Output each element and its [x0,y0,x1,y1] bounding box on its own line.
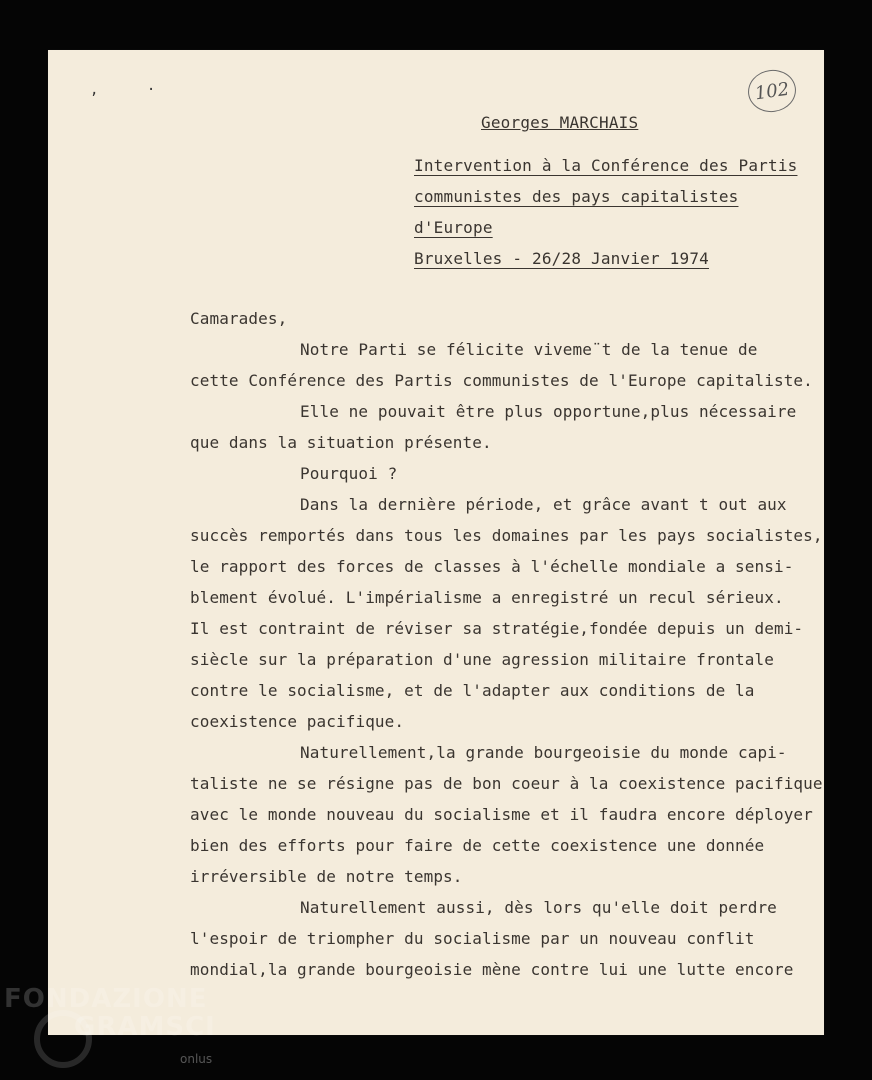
body-line: succès remportés dans tous les domaines par les pays socialistes, [190,526,823,545]
body-line: Dans la dernière période, et grâce avant t out aux [300,495,787,514]
document-body [190,303,823,985]
body-line: contre le socialisme, et de l'adapter aux conditions de la [190,681,755,700]
body-line: l'espoir de triompher du socialisme par un nouveau conflit [190,929,755,948]
body-line: irréversible de notre temps. [190,867,463,886]
watermark-line: GRAMSCI [74,1012,216,1042]
body-line: blement évolué. L'impérialisme a enregistré un recul sérieux. [190,588,784,607]
body-line: Il est contraint de réviser sa stratégie,fondée depuis un demi- [190,619,804,638]
body-line: avec le monde nouveau du socialisme et il faudra encore déployer [190,805,813,824]
body-line: cette Conférence des Partis communistes de l'Europe capitaliste. [190,371,813,390]
body-line: Camarades, [190,309,288,328]
body-line: coexistence pacifique. [190,712,405,731]
body-line: bien des efforts pour faire de cette coexistence une donnée [190,836,765,855]
subtitle-line: Bruxelles - 26/28 Janvier 1974 [414,249,709,268]
document-subtitle [414,150,797,274]
body-line: le rapport des forces de classes à l'échelle mondiale a sensi- [190,557,794,576]
page-marks: , · [90,82,176,98]
body-line: mondial,la grande bourgeoisie mène contre lui une lutte encore [190,960,794,979]
watermark-line: FONDAZIONE [4,984,208,1014]
body-line: Elle ne pouvait être plus opportune,plus nécessaire [300,402,797,421]
folio-number: 102 [745,67,798,115]
foundation-watermark [4,984,216,1066]
subtitle-line: communistes des pays capitalistes [414,187,739,206]
subtitle-line: d'Europe [414,218,493,237]
watermark-tag: onlus [180,1052,213,1066]
document-author: Georges MARCHAIS [481,113,639,132]
body-line: que dans la situation présente. [190,433,492,452]
body-line: Naturellement,la grande bourgeoisie du monde capi- [300,743,787,762]
body-line: Pourquoi ? [300,464,398,483]
body-line: taliste ne se résigne pas de bon coeur à la coexistence pacifique [190,774,823,793]
subtitle-line: Intervention à la Conférence des Partis [414,156,798,175]
body-line: Notre Parti se félicite viveme¨t de la tenue de [300,340,758,359]
body-line: Naturellement aussi, dès lors qu'elle doit perdre [300,898,777,917]
body-line: siècle sur la préparation d'une agression militaire frontale [190,650,774,669]
